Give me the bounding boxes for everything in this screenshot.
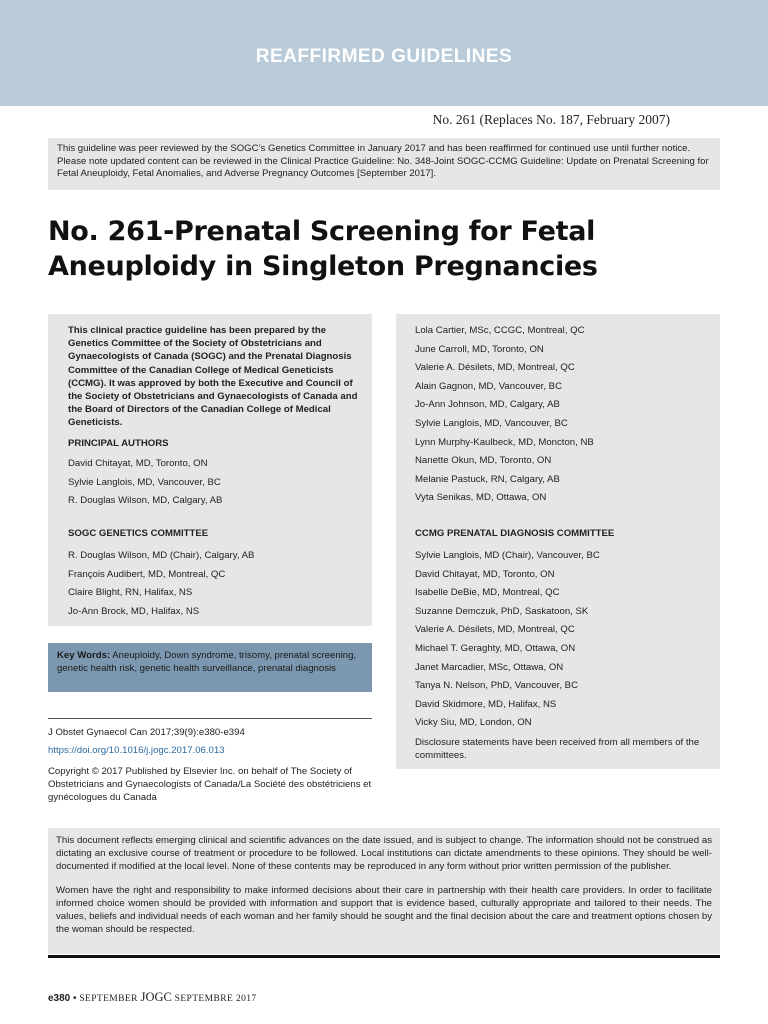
list-item: David Skidmore, MD, Halifax, NS [415,698,557,710]
list-item: Claire Blight, RN, Halifax, NS [68,587,193,599]
guideline-title: No. 261-Prenatal Screening for Fetal Aneuploidy in Singleton Pregnancies [48,216,598,282]
journal-citation: J Obstet Gynaecol Can 2017;39(9):e380-e394 [48,727,245,738]
list-item: Jo-Ann Johnson, MD, Calgary, AB [415,399,560,411]
list-item: R. Douglas Wilson, MD (Chair), Calgary, AB [68,550,255,561]
list-item: Sylvie Langlois, MD, Vancouver, BC [415,417,568,429]
list-item: David Chitayat, MD, Toronto, ON [415,568,555,580]
sogc-committee-list [68,549,254,623]
banner-title: REAFFIRMED GUIDELINES [255,46,513,67]
list-item: R. Douglas Wilson, MD, Calgary, AB [68,495,223,507]
informed-choice-paragraph: Women have the right and responsibility to make informed decisions about their care in partnership with their health care providers. In order to facilitate informed choice women should be provided with information and support that is evidence based, culturally appropriate and tailored to their needs. The values, beliefs and individual needs of each woman and her family should be sought and the final decision about the care and treatment options chosen by the woman should be respected. [56,885,713,935]
list-item: Valerie A. Désilets, MD, Montreal, QC [415,624,575,636]
list-item: Nanette Okun, MD, Toronto, ON [415,455,552,467]
list-item: Sylvie Langlois, MD (Chair), Vancouver, BC [415,550,600,561]
list-item: Jo-Ann Brock, MD, Halifax, NS [68,605,200,617]
list-item: Tanya N. Nelson, PhD, Vancouver, BC [415,680,578,692]
list-item: Isabelle DeBie, MD, Montreal, QC [415,587,560,599]
list-item: Melanie Pastuck, RN, Calgary, AB [415,473,560,485]
sogc-committee-list-continued [415,324,594,510]
page-number: e380 [48,993,71,1004]
list-item: Lynn Murphy-Kaulbeck, MD, Moncton, NB [415,436,594,448]
reaffirmation-notice: This guideline was peer reviewed by the SOGC’s Genetics Committee in January 2017 and has been reaffirmed for continued use until further notice. Please note updated content can be reviewed in the Clinical Practice Guideline: No. 348-Joint SOGC-CCMG Guideline: Update on Prenatal Screening for Fetal Aneuploidy, Fetal Anomalies, and Adverse Pregnancy Outcomes [September 2017]. [48,138,720,190]
ccmg-committee-list [415,549,600,735]
list-item: Vicky Siu, MD, London, ON [415,717,532,729]
list-item: David Chitayat, MD, Toronto, ON [68,458,208,469]
footer-journal: JOGC [140,990,172,1004]
list-item: Vyta Senikas, MD, Ottawa, ON [415,492,547,504]
header-banner [0,0,768,106]
list-item: Michael T. Geraghty, MD, Ottawa, ON [415,642,576,654]
divider [48,718,372,719]
keywords-box [48,643,372,692]
list-item: François Audibert, MD, Montreal, QC [68,568,226,580]
list-item: Suzanne Demczuk, PhD, Saskatoon, SK [415,605,589,617]
footer-year: 2017 [235,994,257,1004]
disclaimer-box [48,828,720,954]
doi-link[interactable]: https://doi.org/10.1016/j.jogc.2017.06.013 [48,745,225,756]
list-item: Valerie A. Désilets, MD, Montreal, QC [415,362,575,374]
list-item: Lola Cartier, MSc, CCGC, Montreal, QC [415,325,585,336]
keywords-text: Aneuploidy, Down syndrome, trisomy, prenatal screening, genetic health risk, genetic health surveillance, prenatal diagnosis [57,650,357,674]
keywords-label: Key Words: [57,650,111,661]
ccmg-committee-heading: CCMG PRENATAL DIAGNOSIS COMMITTEE [415,528,615,539]
list-item: Alain Gagnon, MD, Vancouver, BC [415,380,563,392]
sogc-committee-heading: SOGC GENETICS COMMITTEE [68,528,209,539]
list-item: Janet Marcadier, MSc, Ottawa, ON [415,661,564,673]
footer-month-en: SEPTEMBER [79,994,138,1004]
guideline-intro: This clinical practice guideline has been prepared by the Genetics Committee of the Society of Obstetricians and Gynaecologists of Canada (SOGC) and the Prenatal Diagnosis Committee of the Canadian College of Medical Geneticists (CCMG). It was approved by both the Executive and Council of the Society of Obstetricians and Gynaecologists of Canada and the Board of Directors of the Canadian College of Medical Geneticists. [68,325,358,429]
principal-authors-list [68,457,222,513]
disclaimer-paragraph: This document reflects emerging clinical and scientific advances on the date issued, and is subject to change. The information should not be construed as dictating an exclusive course of treatment or procedure to be followed. Local institutions can dictate amendments to these opinions. They should be well-documented if modified at the local level. None of these contents may be reproduced in any form without prior written permission of the publisher. [56,835,712,872]
footer-month-fr: SEPTEMBRE [174,994,234,1004]
document-number: No. 261 (Replaces No. 187, February 2007) [432,112,670,127]
page-footer [48,990,257,1005]
list-item: Sylvie Langlois, MD, Vancouver, BC [68,476,221,488]
divider [48,955,720,958]
principal-authors-heading: PRINCIPAL AUTHORS [68,438,169,449]
list-item: June Carroll, MD, Toronto, ON [415,343,544,355]
copyright-notice: Copyright © 2017 Published by Elsevier Inc. on behalf of The Society of Obstetricians and Gynaecologists of Canada/La Société des obstétriciens et gynécologues du Canada [48,766,372,803]
footer-bullet: • [73,993,77,1004]
disclosure-statement: Disclosure statements have been received from all members of the committees. [415,737,700,761]
